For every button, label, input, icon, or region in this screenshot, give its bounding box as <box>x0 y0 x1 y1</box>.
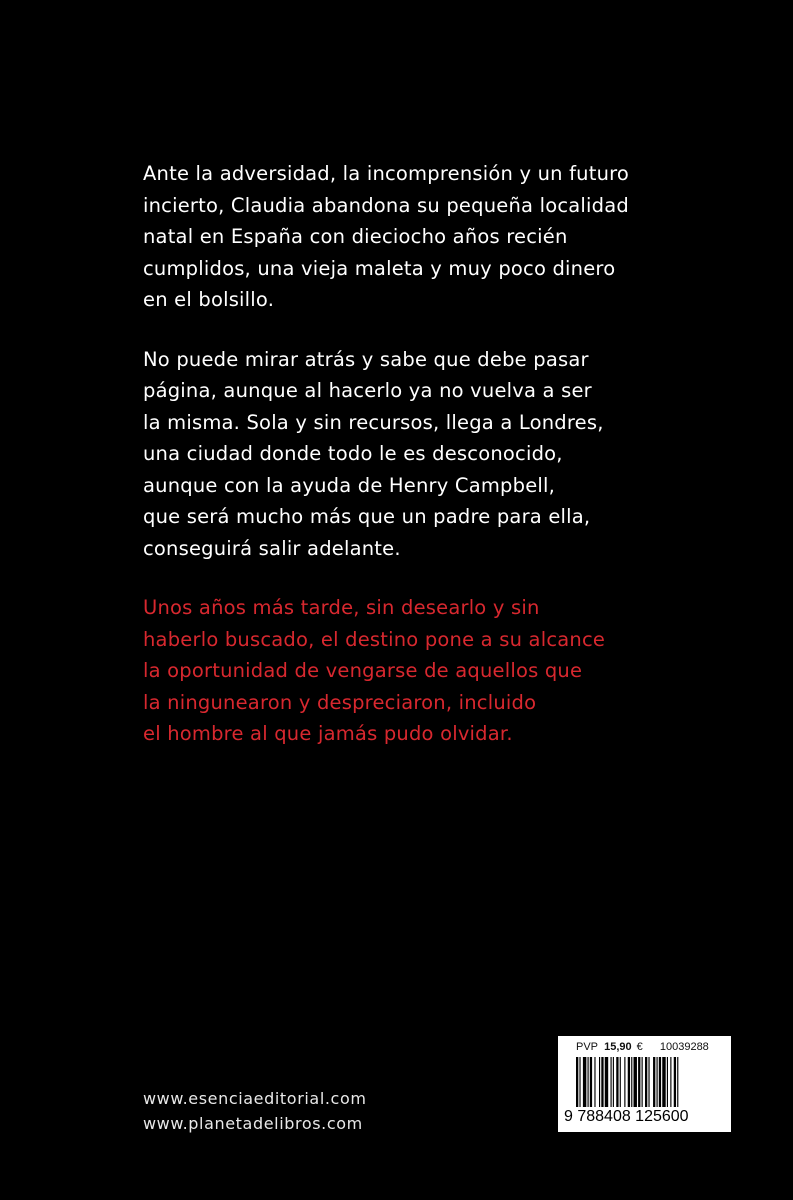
price-value: 15,90 <box>604 1041 632 1053</box>
barcode-bar <box>624 1057 625 1107</box>
text-line: una ciudad donde todo le es desconocido, <box>143 442 563 465</box>
blurb-paragraph-2 <box>143 344 663 565</box>
text-line: haberlo buscado, el destino pone a su alcance <box>143 627 606 651</box>
blurb-paragraph-1 <box>143 158 663 316</box>
website-link-esencia[interactable]: www.esenciaeditorial.com <box>143 1089 367 1108</box>
text-line: incierto, Claudia abandona su pequeña localidad <box>143 193 629 217</box>
barcode-bar <box>645 1057 647 1107</box>
text-line: cumplidos, una vieja maleta y muy poco dinero <box>143 256 616 280</box>
barcode-bar <box>677 1057 678 1107</box>
barcode-bar <box>657 1057 658 1107</box>
text-line: que será mucho más que un padre para ella, <box>143 505 591 528</box>
barcode-bar <box>670 1057 671 1107</box>
barcode-bar <box>674 1057 676 1107</box>
barcode-bar <box>613 1057 614 1107</box>
blurb-text <box>143 158 663 778</box>
barcode-bar <box>648 1057 649 1107</box>
website-list <box>143 1086 367 1136</box>
pvp-label: PVP <box>576 1041 599 1053</box>
text-line: Ante la adversidad, la incomprensión y un futuro <box>143 162 630 185</box>
barcode-bar <box>631 1057 632 1107</box>
blurb-paragraph-highlight <box>143 592 663 750</box>
barcode-icon <box>576 1057 726 1115</box>
barcode-bar <box>579 1057 580 1107</box>
barcode-bar <box>611 1057 612 1107</box>
text-line: la ningunearon y despreciaron, incluido <box>143 690 537 714</box>
barcode-bar <box>634 1057 637 1107</box>
barcode-label <box>558 1036 731 1132</box>
barcode-bar <box>583 1057 586 1107</box>
barcode-bar <box>638 1057 640 1107</box>
barcode-bar <box>588 1057 589 1107</box>
text-line: página, aunque al hacerlo ya no vuelva a ser <box>143 379 592 402</box>
barcode-bar <box>594 1057 595 1107</box>
text-line: la oportunidad de vengarse de aquellos que <box>143 659 583 682</box>
barcode-bar <box>662 1057 665 1107</box>
barcode-bar <box>576 1057 578 1107</box>
barcode-bar <box>642 1057 643 1107</box>
barcode-bar <box>590 1057 592 1107</box>
website-link-planeta[interactable]: www.planetadelibros.com <box>143 1114 363 1133</box>
barcode-bar <box>620 1057 621 1107</box>
text-line: Unos años más tarde, sin desearlo y sin <box>143 596 540 619</box>
text-line: en el bolsillo. <box>143 288 275 311</box>
barcode-bar <box>659 1057 661 1107</box>
text-line: la misma. Sola y sin recursos, llega a Londres, <box>143 410 604 434</box>
text-line: No puede mirar atrás y sabe que debe pasar <box>143 347 589 371</box>
product-code: 10039288 <box>659 1041 709 1053</box>
text-line: natal en España con dieciocho años recién <box>143 225 568 248</box>
isbn-number: 9 788408 125600 <box>564 1108 689 1125</box>
barcode-bar <box>599 1057 600 1107</box>
barcode-bar <box>653 1057 655 1107</box>
text-line: conseguirá salir adelante. <box>143 536 401 560</box>
barcode-bar <box>616 1057 618 1107</box>
barcode-bar <box>628 1057 630 1107</box>
barcode-bar <box>667 1057 668 1107</box>
text-line: aunque con la ayuda de Henry Campbell, <box>143 473 556 497</box>
text-line: el hombre al que jamás pudo olvidar. <box>143 722 513 745</box>
price-row <box>576 1041 726 1053</box>
currency-symbol: € <box>636 1041 643 1053</box>
barcode-bar <box>605 1057 608 1107</box>
barcode-bar <box>601 1057 603 1107</box>
